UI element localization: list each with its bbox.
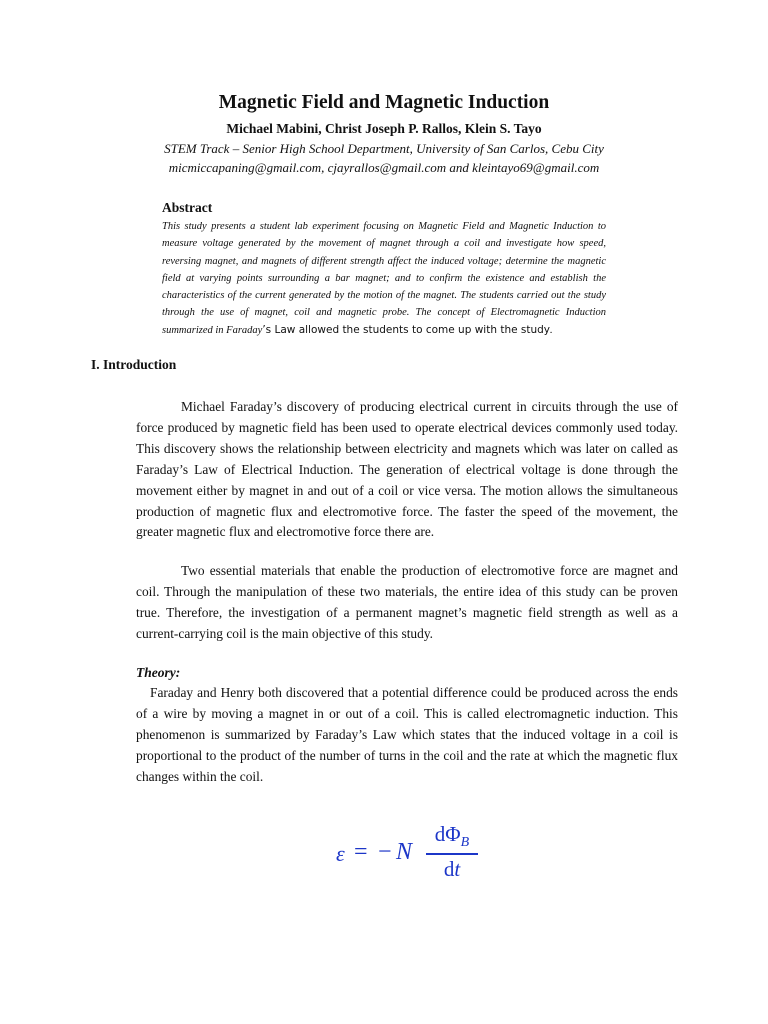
equation-denominator-t: t — [454, 856, 461, 881]
abstract-text — [162, 218, 606, 339]
affiliation: STEM Track – Senior High School Department, University of San Carlos, Cebu City — [164, 141, 604, 156]
theory-paragraph-text: Faraday and Henry both discovered that a potential difference could be produced across the ends of a wire by moving a magnet in or out of a coil. This is called electromagnetic induction. This phenomenon is summarized by Faraday’s Law which states that the induced voltage in a coil is proportional to the product of the number of turns in the coil and the rate at which the magnetic flux changes within the coil. — [136, 685, 678, 784]
equation-numerator-flux: dΦ — [434, 822, 461, 846]
intro-paragraph-1-text: Michael Faraday’s discovery of producing electrical current in circuits through the use of force produced by magnetic field has been used to operate electrical devices commonly used today. This discovery shows the relationship between electricity and magnets which was later on called as Faraday’s Law of Electrical Induction. The generation of electrical voltage is done through the movement either by magnet in and out of a coil or vice versa. The motion allows the simultaneous production of magnetic flux and electromotive force. The faster the speed of the movement, the greater magnetic flux and electromotive force there are. — [136, 399, 678, 540]
equation-numerator-sub: B — [460, 835, 470, 851]
abstract-heading: Abstract — [162, 200, 213, 215]
faraday-equation — [330, 822, 490, 884]
theory-paragraph — [136, 683, 678, 788]
theory-heading: Theory: — [136, 665, 181, 680]
equation-fraction — [426, 822, 478, 882]
introduction-heading: I. Introduction — [91, 357, 177, 372]
equation-numerator — [426, 822, 478, 851]
abstract-end: . — [550, 324, 553, 336]
equation-minus: − — [378, 839, 392, 865]
equation-fraction-bar — [426, 853, 478, 855]
abstract-tail: ’s Law allowed the students to come up with the study — [262, 323, 551, 336]
equation-equals: = — [354, 839, 368, 865]
equation-turns: N — [396, 839, 413, 865]
author-emails: micmiccapaning@gmail.com, cjayrallos@gmail.com and kleintayo69@gmail.com — [168, 160, 600, 175]
equation-emf-symbol: ε — [336, 841, 345, 866]
intro-paragraph-2 — [136, 561, 678, 645]
author-list: Michael Mabini, Christ Joseph P. Rallos, Klein S. Tayo — [226, 121, 542, 136]
intro-paragraph-1 — [136, 397, 678, 543]
intro-paragraph-2-text: Two essential materials that enable the production of electromotive force are magnet and coil. Through the manipulation of these two materials, the entire idea of this study can be proven true. Therefore, the investigation of a permanent magnet’s magnetic field strength as well as a current-carrying coil is the main objective of this study. — [136, 563, 678, 641]
paper-title: Magnetic Field and Magnetic Induction — [218, 92, 550, 113]
abstract-body: This study presents a student lab experiment focusing on Magnetic Field and Magnetic Induction to measure voltage generated by the movement of magnet through a coil and investigate how speed, reversing magnet, and magnets of different strength affect the induced voltage; determine the magnetic field at varying points surrounding a bar magnet; and to confirm the existence and establish the characteristics of the current generated by the motion of the magnet. The students carried out the study through the use of magnet, coil and magnetic probe. The concept of Electromagnetic Induction summarized in Faraday — [162, 221, 606, 336]
equation-denominator — [426, 857, 478, 882]
equation-denominator-d: d — [443, 856, 455, 881]
